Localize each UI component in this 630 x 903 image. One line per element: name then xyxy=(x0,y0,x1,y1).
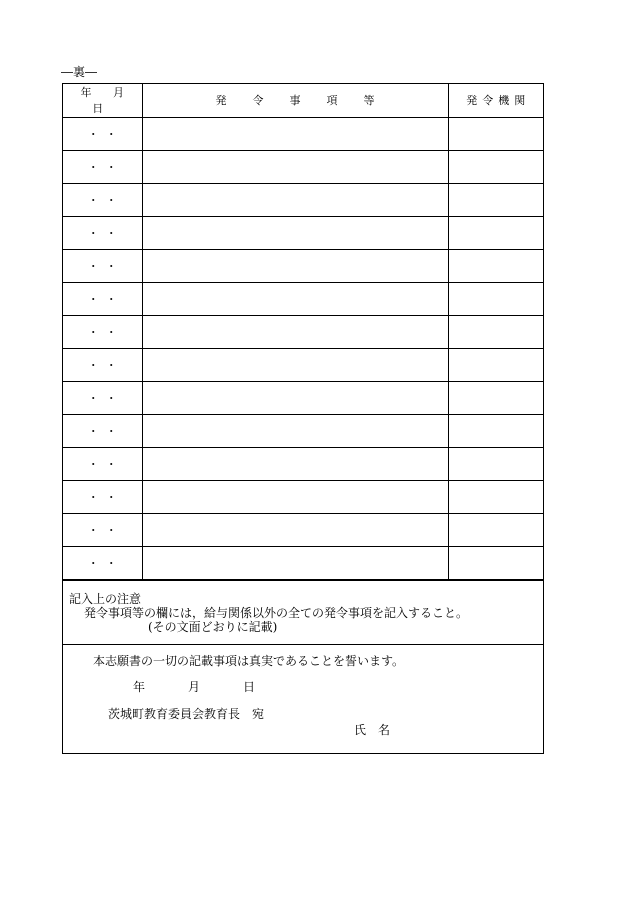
items-cell[interactable] xyxy=(142,216,448,249)
org-cell[interactable] xyxy=(448,480,543,513)
date-cell[interactable] xyxy=(63,216,142,249)
org-cell[interactable] xyxy=(448,414,543,447)
date-cell[interactable] xyxy=(63,546,142,579)
date-placeholder: ・ ・ xyxy=(87,193,117,207)
date-placeholder: ・ ・ xyxy=(87,457,117,471)
items-cell[interactable] xyxy=(142,249,448,282)
org-cell[interactable] xyxy=(448,315,543,348)
items-cell[interactable] xyxy=(142,348,448,381)
items-cell[interactable] xyxy=(142,480,448,513)
oath-name-field[interactable]: 氏名 xyxy=(354,722,403,737)
page-side-label: ―裏― xyxy=(61,65,98,79)
notes-section xyxy=(63,580,543,644)
notes-line: (その文面どおりに記載) xyxy=(148,619,278,634)
table-row xyxy=(63,381,543,414)
notes-title: 記入上の注意 xyxy=(69,591,142,606)
items-cell[interactable] xyxy=(142,546,448,579)
table-row xyxy=(63,414,543,447)
oath-date-year: 年 xyxy=(133,679,146,694)
date-placeholder: ・ ・ xyxy=(87,556,117,570)
date-placeholder: ・ ・ xyxy=(87,226,117,240)
oath-date-field[interactable] xyxy=(133,678,298,695)
date-placeholder: ・ ・ xyxy=(87,160,117,174)
oath-addressee xyxy=(108,705,264,722)
date-cell[interactable] xyxy=(63,348,142,381)
org-cell[interactable] xyxy=(448,381,543,414)
table-row xyxy=(63,480,543,513)
date-cell[interactable] xyxy=(63,183,142,216)
date-placeholder: ・ ・ xyxy=(87,292,117,306)
date-placeholder: ・ ・ xyxy=(87,358,117,372)
table-row xyxy=(63,546,543,579)
org-cell[interactable] xyxy=(448,447,543,480)
oath-date-month: 月 xyxy=(188,679,201,694)
date-cell[interactable] xyxy=(63,480,142,513)
oath-section xyxy=(63,644,543,753)
items-cell[interactable] xyxy=(142,183,448,216)
form-sheet xyxy=(62,83,544,754)
date-cell[interactable] xyxy=(63,117,142,150)
org-column-header: 発令機関 xyxy=(448,84,543,117)
org-cell[interactable] xyxy=(448,216,543,249)
oath-date-day: 日 xyxy=(243,679,256,694)
org-cell[interactable] xyxy=(448,513,543,546)
table-row xyxy=(63,513,543,546)
addressee-suffix: 宛 xyxy=(252,706,265,721)
items-cell[interactable] xyxy=(142,414,448,447)
items-column-header: 発令事項等 xyxy=(142,84,448,117)
date-placeholder: ・ ・ xyxy=(87,424,117,438)
date-placeholder: ・ ・ xyxy=(87,391,117,405)
items-cell[interactable] xyxy=(142,447,448,480)
table-row xyxy=(63,183,543,216)
date-cell[interactable] xyxy=(63,414,142,447)
date-cell[interactable] xyxy=(63,447,142,480)
date-placeholder: ・ ・ xyxy=(87,127,117,141)
appointment-history-table xyxy=(63,84,543,580)
org-cell[interactable] xyxy=(448,546,543,579)
items-cell[interactable] xyxy=(142,282,448,315)
items-cell[interactable] xyxy=(142,315,448,348)
table-header-row xyxy=(63,84,543,117)
date-placeholder: ・ ・ xyxy=(87,490,117,504)
date-placeholder: ・ ・ xyxy=(87,523,117,537)
table-row xyxy=(63,150,543,183)
items-cell[interactable] xyxy=(142,117,448,150)
org-cell[interactable] xyxy=(448,150,543,183)
items-cell[interactable] xyxy=(142,381,448,414)
table-row xyxy=(63,249,543,282)
oath-statement: 本志願書の一切の記載事項は真実であることを誓います。 xyxy=(93,653,405,668)
org-cell[interactable] xyxy=(448,183,543,216)
table-row xyxy=(63,447,543,480)
date-placeholder: ・ ・ xyxy=(87,259,117,273)
date-column-header: 年 月 日 xyxy=(63,84,142,117)
table-row xyxy=(63,315,543,348)
date-cell[interactable] xyxy=(63,315,142,348)
table-row xyxy=(63,117,543,150)
date-placeholder: ・ ・ xyxy=(87,325,117,339)
org-cell[interactable] xyxy=(448,249,543,282)
addressee-name: 茨城町教育委員会教育長 xyxy=(108,706,241,721)
table-row xyxy=(63,282,543,315)
table-body xyxy=(63,117,543,579)
items-cell[interactable] xyxy=(142,513,448,546)
table-row xyxy=(63,216,543,249)
date-cell[interactable] xyxy=(63,282,142,315)
notes-line: 発令事項等の欄には，給与関係以外の全ての発令事項を記入すること。 xyxy=(84,605,469,620)
org-cell[interactable] xyxy=(448,282,543,315)
date-cell[interactable] xyxy=(63,249,142,282)
table-row xyxy=(63,348,543,381)
date-cell[interactable] xyxy=(63,381,142,414)
org-cell[interactable] xyxy=(448,117,543,150)
date-cell[interactable] xyxy=(63,150,142,183)
items-cell[interactable] xyxy=(142,150,448,183)
date-cell[interactable] xyxy=(63,513,142,546)
org-cell[interactable] xyxy=(448,348,543,381)
